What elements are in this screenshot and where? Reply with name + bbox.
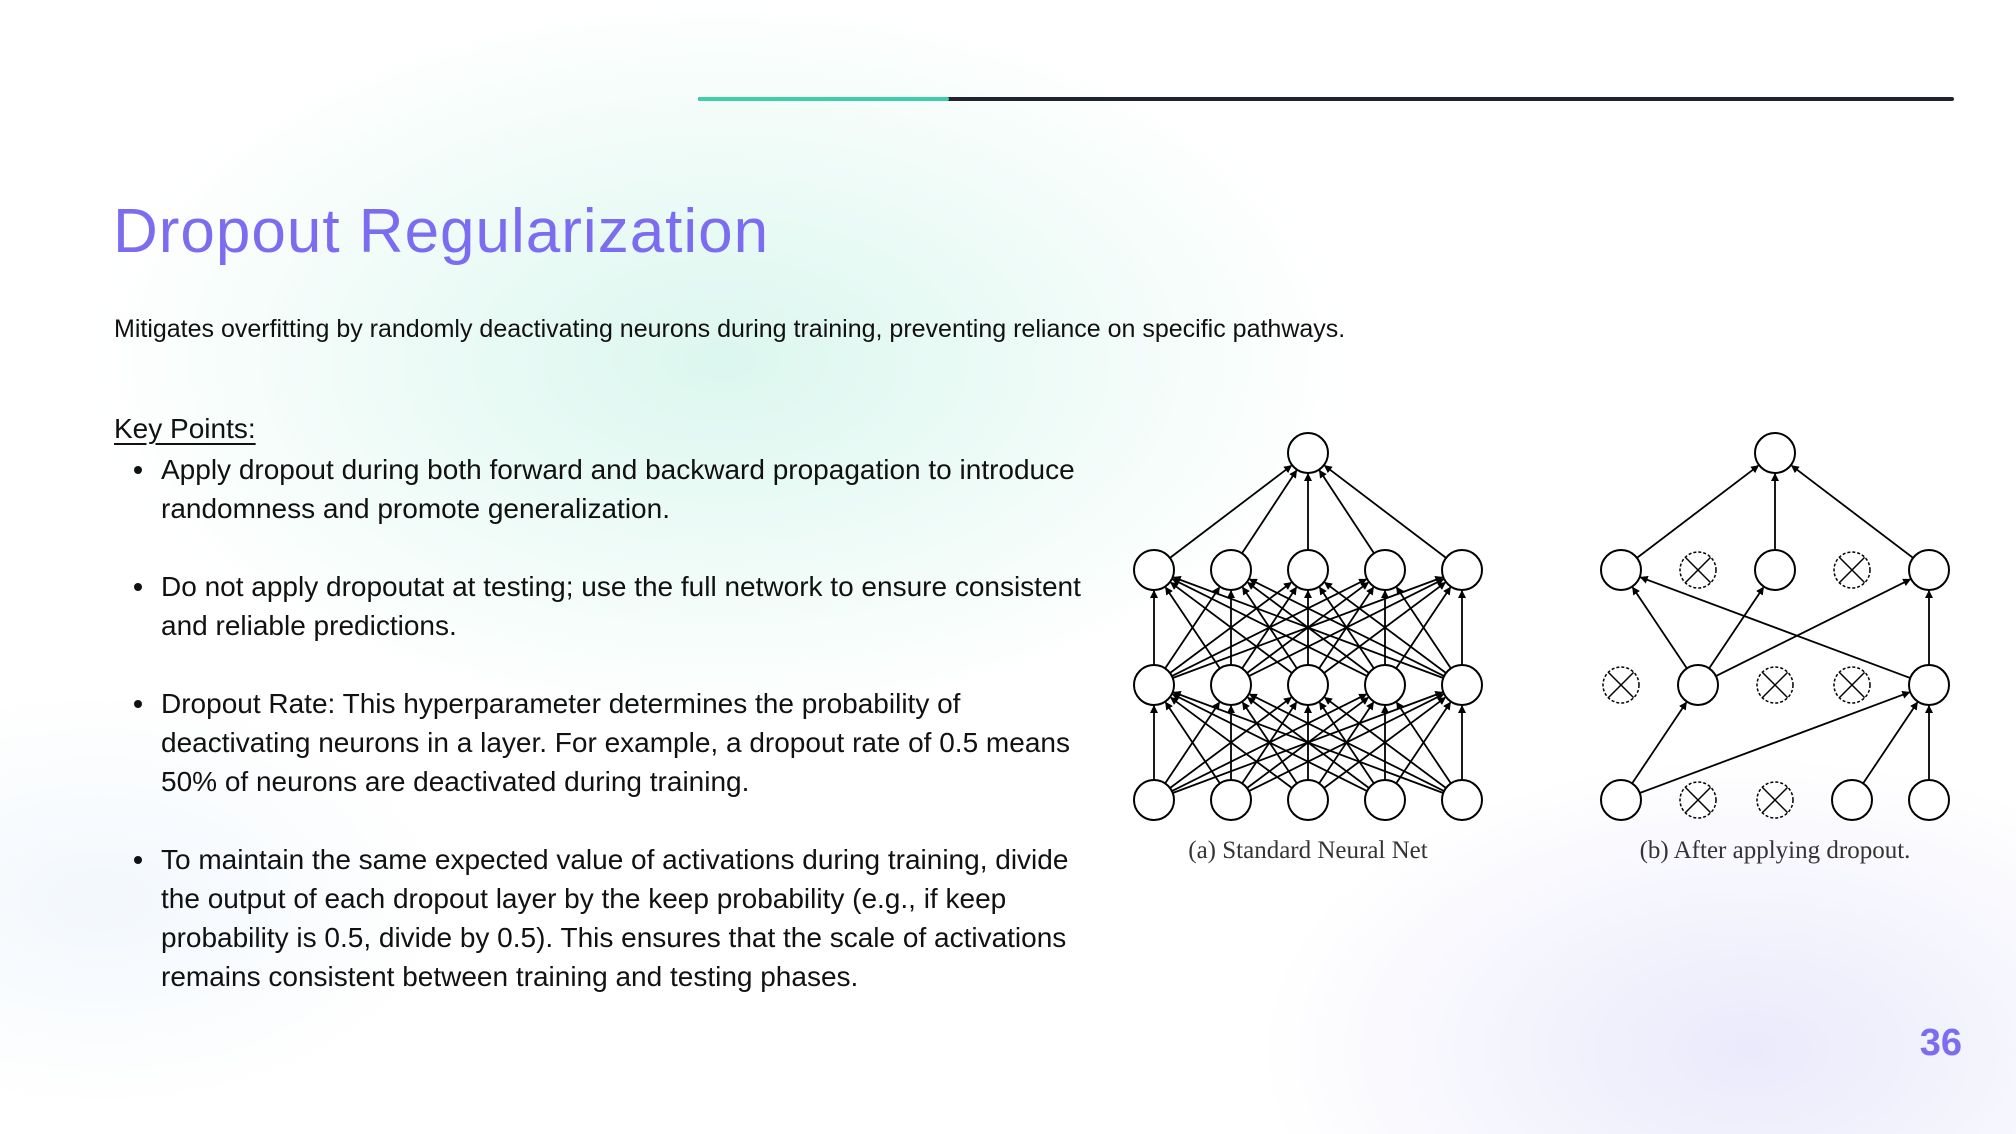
neuron — [1601, 550, 1641, 590]
connection-arrow — [1863, 702, 1917, 783]
connection-arrow — [1633, 587, 1687, 668]
neuron — [1211, 550, 1251, 590]
bullet-icon — [134, 466, 142, 474]
neuron — [1442, 550, 1482, 590]
neuron — [1442, 780, 1482, 820]
key-point-text: Do not apply dropoutat at testing; use the full network to ensure consistent and reliable predictions. — [161, 571, 1081, 641]
dropout-network — [1601, 433, 1949, 820]
connection-arrow — [1716, 579, 1910, 676]
neuron — [1909, 665, 1949, 705]
neuron — [1678, 665, 1718, 705]
neuron — [1134, 550, 1174, 590]
connection-arrow — [1632, 702, 1686, 783]
bullet-icon — [134, 700, 142, 708]
neuron — [1134, 665, 1174, 705]
key-point-item — [161, 840, 1081, 996]
dropout-diagram — [1120, 420, 1980, 880]
slide-subtitle: Mitigates overfitting by randomly deactivating neurons during training, preventing reliance on specific pathways. — [114, 315, 1346, 343]
neuron — [1288, 433, 1328, 473]
key-point-text: To maintain the same expected value of activations during training, divide the output of each dropout layer by the keep probability (e.g., if keep probability is 0.5, divide by 0.5). This ensures that the scale of activations remains consistent between training and testing phases. — [161, 844, 1069, 992]
key-points-list — [161, 450, 1081, 1035]
key-point-item — [161, 684, 1081, 801]
neuron — [1288, 665, 1328, 705]
neuron — [1288, 780, 1328, 820]
key-point-text: Dropout Rate: This hyperparameter determines the probability of deactivating neurons in a layer. For example, a dropout rate of 0.5 means 50% of neurons are deactivated during training. — [161, 688, 1070, 797]
neuron — [1755, 433, 1795, 473]
key-point-text: Apply dropout during both forward and backward propagation to introduce randomness and promote generalization. — [161, 454, 1075, 524]
slide-title: Dropout Regularization — [113, 197, 770, 266]
connection-arrow — [1640, 692, 1910, 793]
neuron — [1832, 780, 1872, 820]
progress-bar-fill — [698, 97, 949, 101]
neuron — [1134, 780, 1174, 820]
neuron — [1755, 550, 1795, 590]
connection-arrow — [1170, 466, 1291, 558]
caption-standard-net: (a) Standard Neural Net — [1188, 837, 1428, 864]
neuron — [1601, 780, 1641, 820]
neuron — [1365, 550, 1405, 590]
connection-arrow — [1637, 466, 1758, 558]
key-point-item — [161, 567, 1081, 645]
neuron — [1288, 550, 1328, 590]
connection-arrow — [1792, 466, 1913, 558]
neuron — [1365, 780, 1405, 820]
neuron — [1909, 780, 1949, 820]
neuron — [1365, 665, 1405, 705]
page-number: 36 — [1919, 1022, 1962, 1064]
neuron — [1442, 665, 1482, 705]
key-point-item — [161, 450, 1081, 528]
caption-after-dropout: (b) After applying dropout. — [1639, 837, 1911, 864]
standard-network — [1134, 433, 1482, 820]
bullet-icon — [134, 856, 142, 864]
neuron — [1211, 665, 1251, 705]
neuron — [1211, 780, 1251, 820]
connection-arrow — [1641, 577, 1911, 678]
progress-bar — [698, 97, 1954, 101]
key-points-heading: Key Points: — [114, 413, 256, 444]
connection-arrow — [1325, 466, 1446, 558]
neuron — [1909, 550, 1949, 590]
bullet-icon — [134, 583, 142, 591]
